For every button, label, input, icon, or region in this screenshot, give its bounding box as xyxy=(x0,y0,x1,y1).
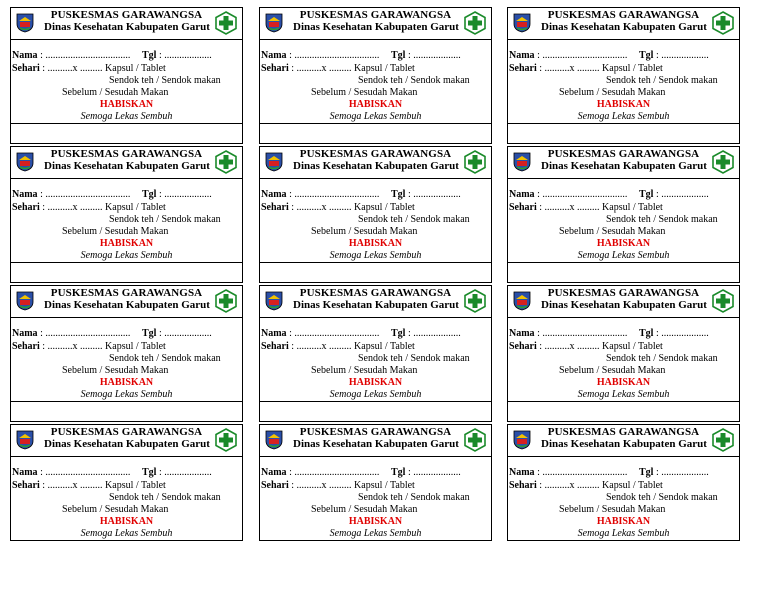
puskesmas-cross-icon xyxy=(214,11,238,35)
medicine-label xyxy=(259,285,492,402)
puskesmas-cross-icon xyxy=(711,11,735,35)
meal-instruction: Sebelum / Sesudah Makan xyxy=(62,226,169,237)
label-header xyxy=(508,8,739,40)
medicine-label xyxy=(259,424,492,541)
agency-name: Dinas Kesehatan Kabupaten Garut xyxy=(44,299,210,311)
meal-instruction: Sebelum / Sesudah Makan xyxy=(311,504,418,515)
meal-instruction: Sebelum / Sesudah Makan xyxy=(559,365,666,376)
medicine-label xyxy=(10,424,243,541)
medicine-label xyxy=(259,7,492,124)
clinic-name: PUSKESMAS GARAWANGSA xyxy=(299,426,452,438)
tgl-field: Tgl : ................... xyxy=(639,189,709,200)
cut-spacer xyxy=(10,124,243,144)
spoon-instruction: Sendok teh / Sendok makan xyxy=(109,492,221,503)
habiskan-warning: HABISKAN xyxy=(348,377,403,388)
agency-name: Dinas Kesehatan Kabupaten Garut xyxy=(44,438,210,450)
spoon-instruction: Sendok teh / Sendok makan xyxy=(606,492,718,503)
cut-spacer xyxy=(10,402,243,422)
get-well-message: Semoga Lekas Sembuh xyxy=(80,389,173,400)
get-well-message: Semoga Lekas Sembuh xyxy=(329,111,422,122)
puskesmas-cross-icon xyxy=(711,289,735,313)
clinic-name: PUSKESMAS GARAWANGSA xyxy=(547,9,700,21)
dosage-field: Sehari : ..........x ......... Kapsul / Tablet xyxy=(261,341,415,352)
spoon-instruction: Sendok teh / Sendok makan xyxy=(606,75,718,86)
puskesmas-cross-icon xyxy=(711,150,735,174)
spoon-instruction: Sendok teh / Sendok makan xyxy=(358,214,470,225)
nama-field: Nama : .................................. xyxy=(12,189,131,200)
medicine-label xyxy=(10,146,243,263)
cut-spacer xyxy=(507,263,740,283)
label-header xyxy=(11,147,242,179)
get-well-message: Semoga Lekas Sembuh xyxy=(577,389,670,400)
agency-name: Dinas Kesehatan Kabupaten Garut xyxy=(293,299,459,311)
medicine-label xyxy=(507,424,740,541)
puskesmas-cross-icon xyxy=(711,428,735,452)
tgl-field: Tgl : ................... xyxy=(639,467,709,478)
nama-field: Nama : .................................. xyxy=(509,328,628,339)
medicine-label xyxy=(10,285,243,402)
clinic-name: PUSKESMAS GARAWANGSA xyxy=(50,9,203,21)
get-well-message: Semoga Lekas Sembuh xyxy=(329,250,422,261)
medicine-label xyxy=(507,146,740,263)
agency-name: Dinas Kesehatan Kabupaten Garut xyxy=(541,299,707,311)
label-header xyxy=(11,425,242,457)
nama-field: Nama : .................................. xyxy=(261,50,380,61)
puskesmas-cross-icon xyxy=(463,11,487,35)
habiskan-warning: HABISKAN xyxy=(99,516,154,527)
cut-spacer xyxy=(259,402,492,422)
dosage-field: Sehari : ..........x ......... Kapsul / Tablet xyxy=(261,63,415,74)
habiskan-warning: HABISKAN xyxy=(348,99,403,110)
puskesmas-cross-icon xyxy=(463,289,487,313)
nama-field: Nama : .................................. xyxy=(12,467,131,478)
tgl-field: Tgl : ................... xyxy=(391,467,461,478)
spoon-instruction: Sendok teh / Sendok makan xyxy=(358,492,470,503)
tgl-field: Tgl : ................... xyxy=(391,189,461,200)
clinic-name: PUSKESMAS GARAWANGSA xyxy=(299,287,452,299)
meal-instruction: Sebelum / Sesudah Makan xyxy=(311,87,418,98)
label-header xyxy=(508,147,739,179)
nama-field: Nama : .................................. xyxy=(261,467,380,478)
label-header xyxy=(11,8,242,40)
habiskan-warning: HABISKAN xyxy=(596,238,651,249)
clinic-name: PUSKESMAS GARAWANGSA xyxy=(50,148,203,160)
label-header xyxy=(11,286,242,318)
cut-spacer xyxy=(10,263,243,283)
dosage-field: Sehari : ..........x ......... Kapsul / Tablet xyxy=(12,202,166,213)
tgl-field: Tgl : ................... xyxy=(142,50,212,61)
get-well-message: Semoga Lekas Sembuh xyxy=(577,528,670,539)
dosage-field: Sehari : ..........x ......... Kapsul / Tablet xyxy=(509,202,663,213)
cut-spacer xyxy=(507,124,740,144)
tgl-field: Tgl : ................... xyxy=(142,328,212,339)
medicine-label xyxy=(259,146,492,263)
agency-name: Dinas Kesehatan Kabupaten Garut xyxy=(541,21,707,33)
agency-name: Dinas Kesehatan Kabupaten Garut xyxy=(293,438,459,450)
spoon-instruction: Sendok teh / Sendok makan xyxy=(358,353,470,364)
spoon-instruction: Sendok teh / Sendok makan xyxy=(109,353,221,364)
spoon-instruction: Sendok teh / Sendok makan xyxy=(109,75,221,86)
meal-instruction: Sebelum / Sesudah Makan xyxy=(62,365,169,376)
medicine-label xyxy=(507,285,740,402)
label-header xyxy=(508,425,739,457)
clinic-name: PUSKESMAS GARAWANGSA xyxy=(547,148,700,160)
agency-name: Dinas Kesehatan Kabupaten Garut xyxy=(293,160,459,172)
habiskan-warning: HABISKAN xyxy=(596,377,651,388)
spoon-instruction: Sendok teh / Sendok makan xyxy=(358,75,470,86)
meal-instruction: Sebelum / Sesudah Makan xyxy=(559,87,666,98)
get-well-message: Semoga Lekas Sembuh xyxy=(577,250,670,261)
label-header xyxy=(260,425,491,457)
medicine-label xyxy=(507,7,740,124)
tgl-field: Tgl : ................... xyxy=(639,50,709,61)
clinic-name: PUSKESMAS GARAWANGSA xyxy=(50,426,203,438)
dosage-field: Sehari : ..........x ......... Kapsul / Tablet xyxy=(12,341,166,352)
dosage-field: Sehari : ..........x ......... Kapsul / Tablet xyxy=(12,480,166,491)
clinic-name: PUSKESMAS GARAWANGSA xyxy=(299,148,452,160)
tgl-field: Tgl : ................... xyxy=(142,467,212,478)
agency-name: Dinas Kesehatan Kabupaten Garut xyxy=(44,21,210,33)
cut-spacer xyxy=(259,124,492,144)
cut-spacer xyxy=(259,263,492,283)
meal-instruction: Sebelum / Sesudah Makan xyxy=(62,87,169,98)
nama-field: Nama : .................................. xyxy=(261,328,380,339)
habiskan-warning: HABISKAN xyxy=(596,516,651,527)
dosage-field: Sehari : ..........x ......... Kapsul / Tablet xyxy=(509,480,663,491)
habiskan-warning: HABISKAN xyxy=(348,516,403,527)
habiskan-warning: HABISKAN xyxy=(99,377,154,388)
clinic-name: PUSKESMAS GARAWANGSA xyxy=(299,9,452,21)
nama-field: Nama : .................................. xyxy=(509,50,628,61)
clinic-name: PUSKESMAS GARAWANGSA xyxy=(547,287,700,299)
tgl-field: Tgl : ................... xyxy=(391,328,461,339)
agency-name: Dinas Kesehatan Kabupaten Garut xyxy=(44,160,210,172)
habiskan-warning: HABISKAN xyxy=(99,238,154,249)
tgl-field: Tgl : ................... xyxy=(142,189,212,200)
dosage-field: Sehari : ..........x ......... Kapsul / Tablet xyxy=(261,480,415,491)
get-well-message: Semoga Lekas Sembuh xyxy=(577,111,670,122)
dosage-field: Sehari : ..........x ......... Kapsul / Tablet xyxy=(509,63,663,74)
habiskan-warning: HABISKAN xyxy=(99,99,154,110)
puskesmas-cross-icon xyxy=(214,428,238,452)
label-header xyxy=(508,286,739,318)
cut-spacer xyxy=(507,402,740,422)
habiskan-warning: HABISKAN xyxy=(596,99,651,110)
label-header xyxy=(260,147,491,179)
clinic-name: PUSKESMAS GARAWANGSA xyxy=(50,287,203,299)
puskesmas-cross-icon xyxy=(214,150,238,174)
tgl-field: Tgl : ................... xyxy=(391,50,461,61)
puskesmas-cross-icon xyxy=(214,289,238,313)
spoon-instruction: Sendok teh / Sendok makan xyxy=(606,353,718,364)
get-well-message: Semoga Lekas Sembuh xyxy=(80,111,173,122)
meal-instruction: Sebelum / Sesudah Makan xyxy=(62,504,169,515)
meal-instruction: Sebelum / Sesudah Makan xyxy=(559,504,666,515)
get-well-message: Semoga Lekas Sembuh xyxy=(329,389,422,400)
dosage-field: Sehari : ..........x ......... Kapsul / Tablet xyxy=(261,202,415,213)
puskesmas-cross-icon xyxy=(463,428,487,452)
clinic-name: PUSKESMAS GARAWANGSA xyxy=(547,426,700,438)
tgl-field: Tgl : ................... xyxy=(639,328,709,339)
nama-field: Nama : .................................. xyxy=(12,328,131,339)
dosage-field: Sehari : ..........x ......... Kapsul / Tablet xyxy=(12,63,166,74)
meal-instruction: Sebelum / Sesudah Makan xyxy=(311,365,418,376)
dosage-field: Sehari : ..........x ......... Kapsul / Tablet xyxy=(509,341,663,352)
habiskan-warning: HABISKAN xyxy=(348,238,403,249)
medicine-label xyxy=(10,7,243,124)
nama-field: Nama : .................................. xyxy=(509,189,628,200)
label-header xyxy=(260,286,491,318)
meal-instruction: Sebelum / Sesudah Makan xyxy=(311,226,418,237)
meal-instruction: Sebelum / Sesudah Makan xyxy=(559,226,666,237)
agency-name: Dinas Kesehatan Kabupaten Garut xyxy=(541,160,707,172)
nama-field: Nama : .................................. xyxy=(509,467,628,478)
nama-field: Nama : .................................. xyxy=(12,50,131,61)
get-well-message: Semoga Lekas Sembuh xyxy=(329,528,422,539)
agency-name: Dinas Kesehatan Kabupaten Garut xyxy=(293,21,459,33)
puskesmas-cross-icon xyxy=(463,150,487,174)
get-well-message: Semoga Lekas Sembuh xyxy=(80,528,173,539)
spoon-instruction: Sendok teh / Sendok makan xyxy=(606,214,718,225)
get-well-message: Semoga Lekas Sembuh xyxy=(80,250,173,261)
nama-field: Nama : .................................. xyxy=(261,189,380,200)
agency-name: Dinas Kesehatan Kabupaten Garut xyxy=(541,438,707,450)
spoon-instruction: Sendok teh / Sendok makan xyxy=(109,214,221,225)
label-header xyxy=(260,8,491,40)
